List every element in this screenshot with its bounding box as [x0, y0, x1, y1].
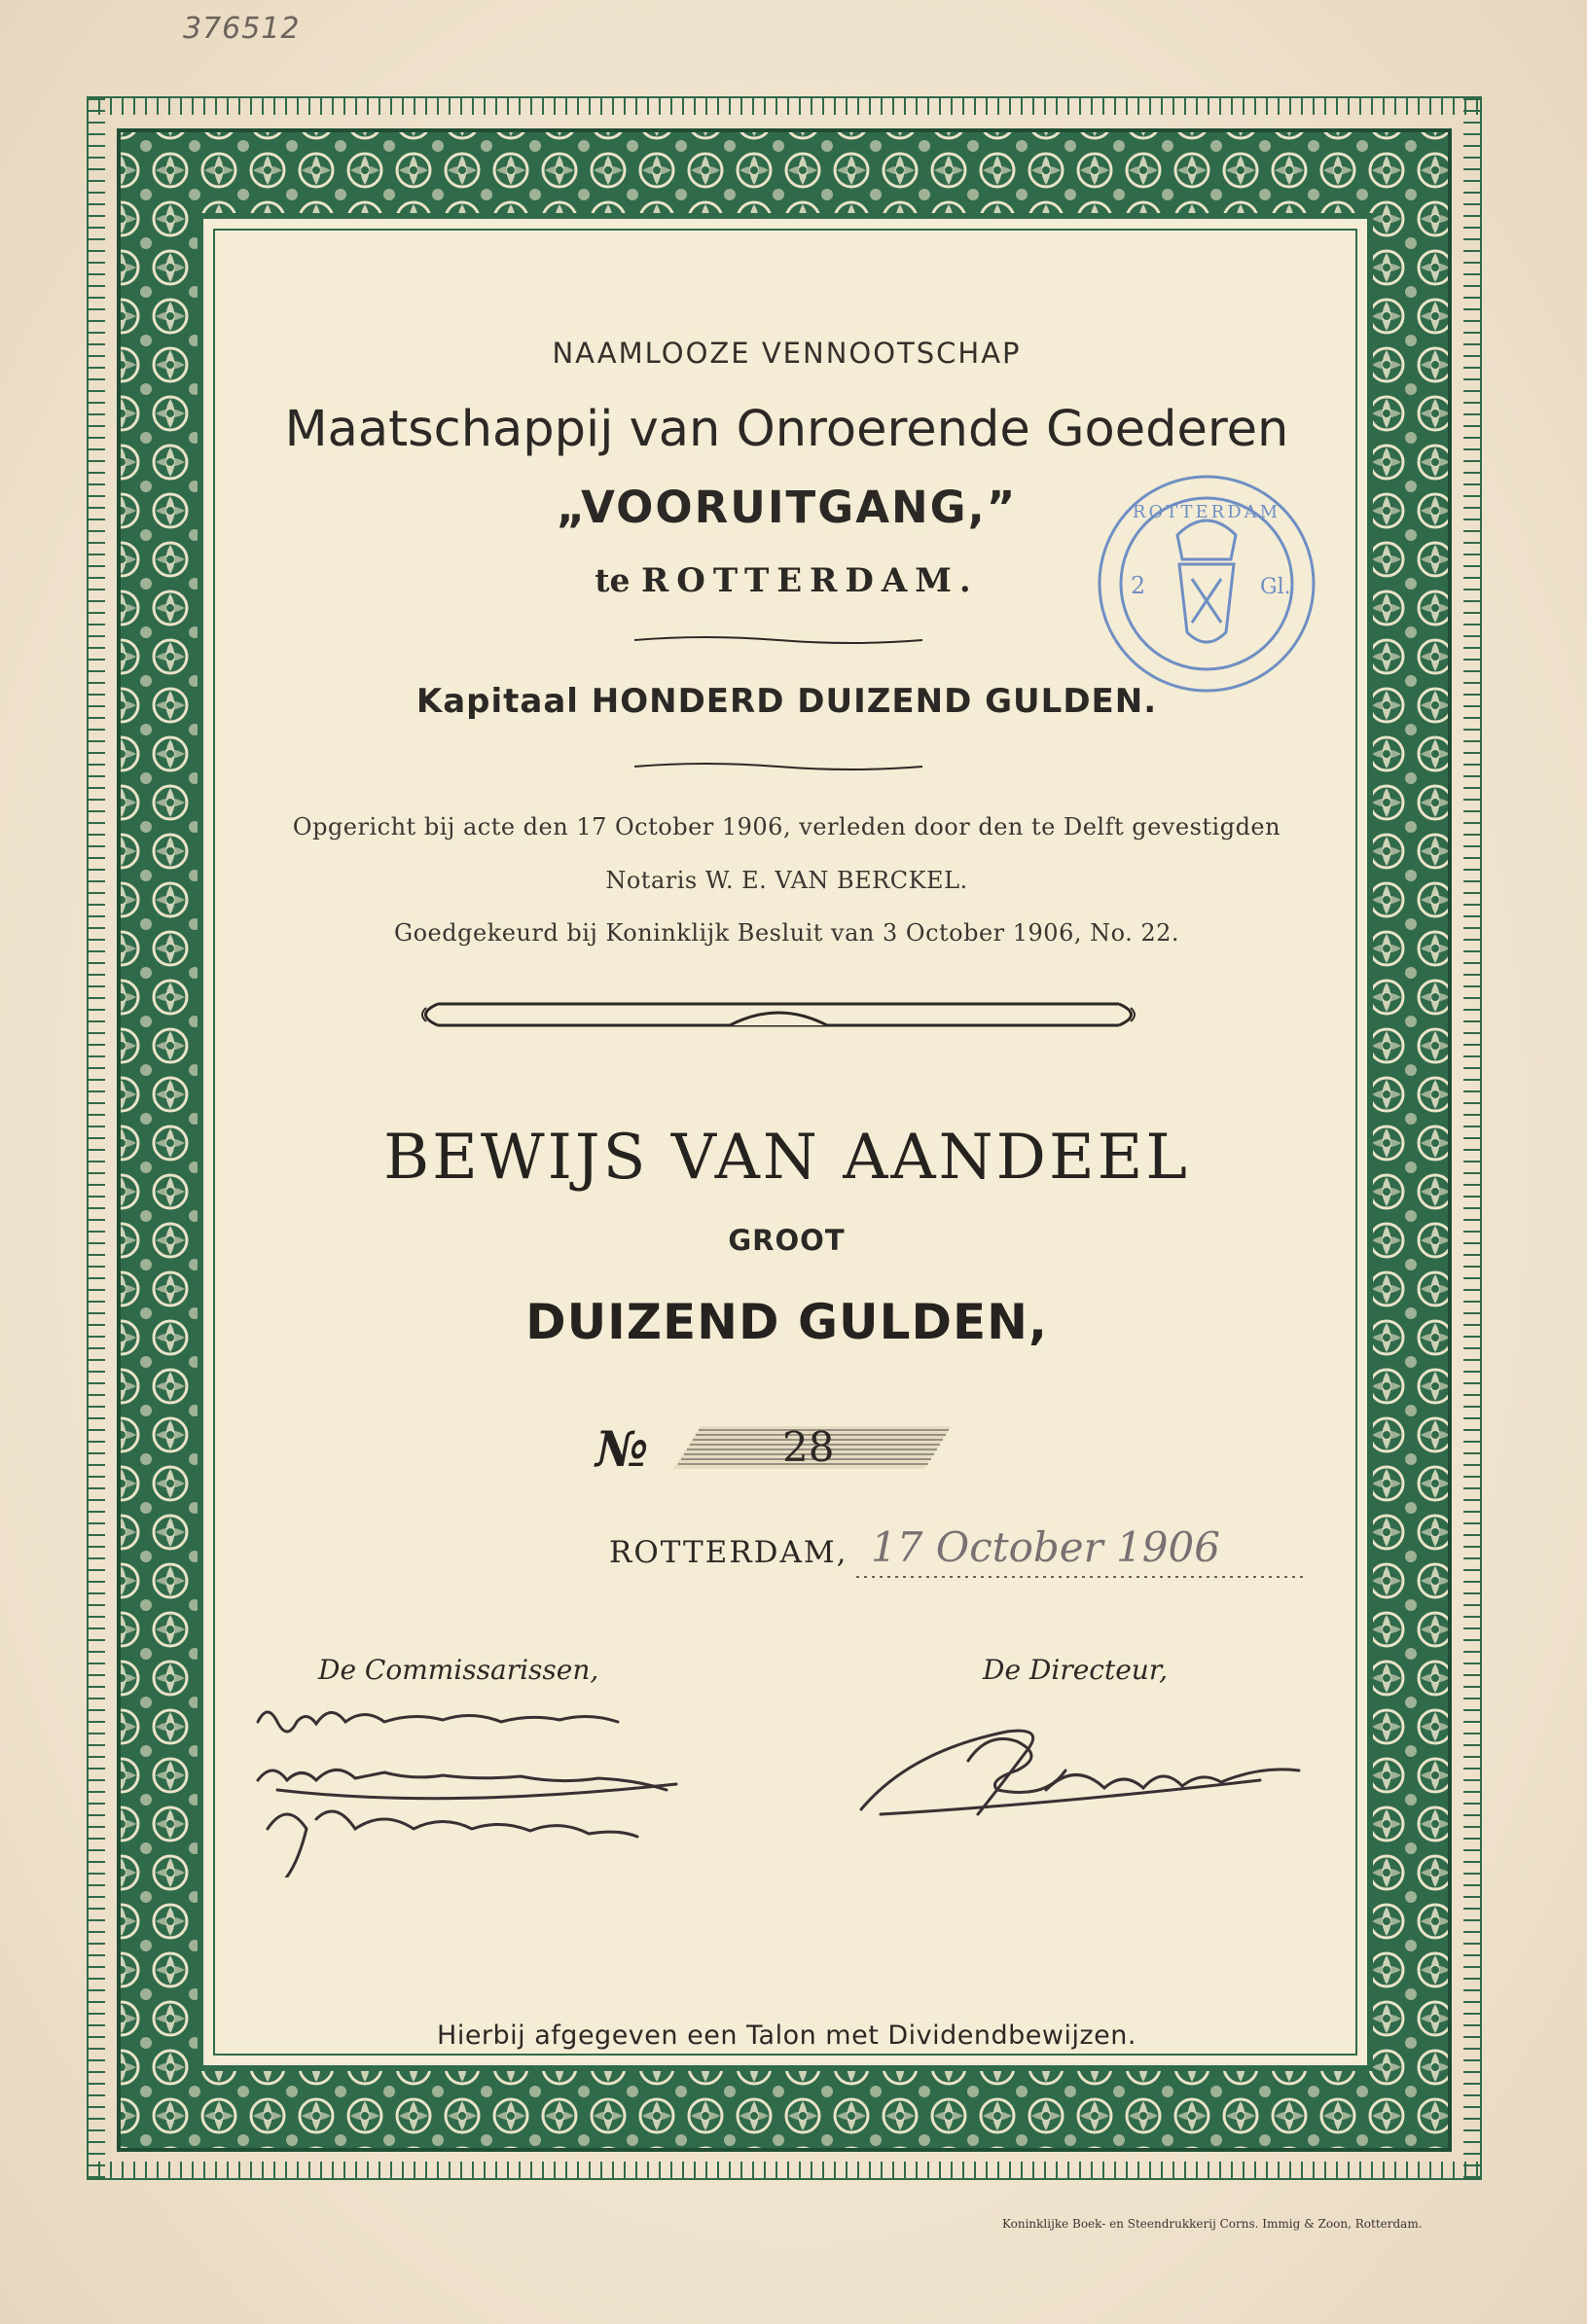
divider-rule-2 [632, 759, 924, 774]
certificate-title: BEWIJS VAN AANDEEL [383, 1122, 1190, 1194]
certificate-number: 28 [782, 1423, 835, 1471]
printer-credit: Koninklijke Boek- en Steendrukkerij Corns. Immig & Zoon, Rotterdam. [1002, 2217, 1423, 2231]
revenue-stamp [1090, 467, 1323, 700]
certificate-amount: DUIZEND GULDEN, [525, 1294, 1048, 1350]
company-name: Maatschappij van Onroerende Goederen [284, 401, 1289, 458]
location-prefix: te [595, 561, 631, 599]
legal-line-1: Opgericht bij acte den 17 October 1906, verleden door den te Delft gevestigden [292, 813, 1281, 840]
stamp-text: ROTTERDAM [1132, 502, 1281, 522]
stamp-value-left: 2 [1131, 572, 1146, 599]
catalog-number: 376512 [183, 12, 301, 46]
footer-note: Hierbij afgegeven een Talon met Dividendbewijzen. [437, 2020, 1136, 2051]
certificate-groot: GROOT [728, 1224, 846, 1257]
commissioners-label: De Commissarissen, [318, 1654, 599, 1686]
director-signature [851, 1712, 1309, 1829]
director-label: De Directeur, [983, 1654, 1169, 1686]
stamp-value-right: Gl. [1260, 575, 1291, 599]
issue-date: 17 October 1906 [871, 1523, 1220, 1571]
legal-line-2: Notaris W. E. VAN BERCKEL. [605, 867, 968, 894]
scroll-ornament [409, 992, 1148, 1041]
legal-line-3: Goedgekeurd bij Koninklijk Besluit van 3 October 1906, No. 22. [393, 919, 1180, 947]
issue-place: ROTTERDAM, [609, 1535, 848, 1570]
company-short-name: „VOORUITGANG,” [556, 482, 1018, 533]
capital-statement: Kapitaal HONDERD DUIZEND GULDEN. [415, 682, 1158, 721]
location-city: ROTTERDAM. [640, 561, 979, 600]
number-label: № [595, 1420, 649, 1478]
commissioners-signatures [248, 1683, 715, 1877]
company-type: NAAMLOOZE VENNOOTSCHAP [552, 337, 1022, 370]
date-dotted-line [856, 1574, 1304, 1580]
divider-rule-1 [632, 632, 924, 648]
